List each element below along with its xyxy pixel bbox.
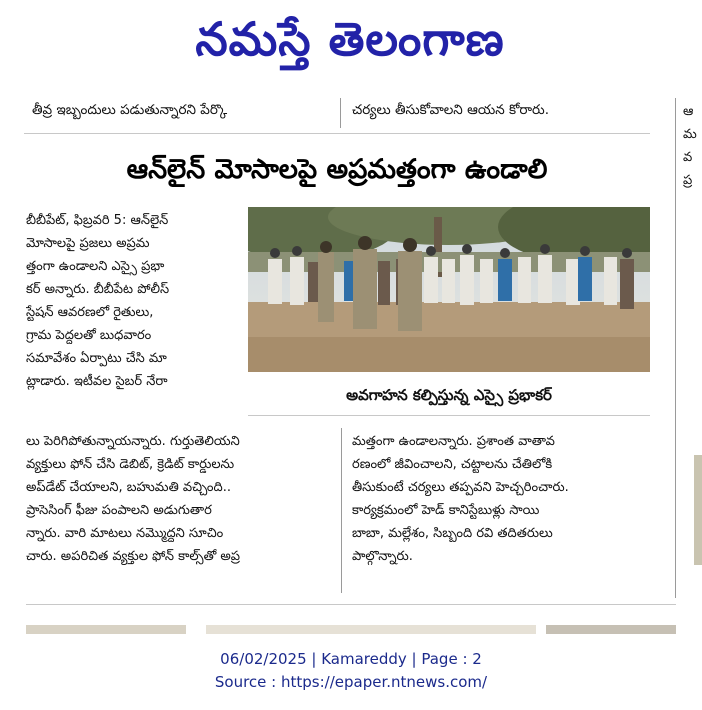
text-line: చారు. అపరిచిత వ్యక్తుల ఫోన్ కాల్స్‌తో అప్ర (26, 549, 241, 564)
text-line: వ్యక్తులు ఫోన్ చేసి డెబిట్, క్రెడిట్ కార్డులను (26, 457, 235, 472)
bottom-divider (26, 604, 676, 605)
text-line: తీసుకుంటే చర్యలు తప్పవని హెచ్చరించారు. (352, 480, 569, 495)
footer-source: Source : https://epaper.ntnews.com/ (214, 673, 488, 691)
text-line: సమావేశం ఏర్పాటు చేసి మా (26, 351, 167, 366)
column-divider (341, 428, 342, 593)
neighbor-photo-edge (694, 455, 702, 565)
article-column-1-top (26, 209, 240, 393)
text-line: వ (683, 150, 693, 165)
neighbor-article-snippet (683, 100, 702, 192)
text-line: బీబీపేట్, ఫిబ్రవరి 5: ఆన్‌లైన్ (26, 213, 169, 228)
text-line: ప్ర (683, 173, 693, 188)
text-line: త్తంగా ఉండాలని ఎస్సై ప్రభా (26, 259, 165, 274)
section-divider (24, 133, 650, 134)
article-headline: ఆన్‌లైన్ మోసాలపై అప్రమత్తంగా ఉండాలి (126, 154, 548, 185)
article-column-1-bottom (26, 430, 340, 568)
text-line: మ (683, 127, 697, 142)
text-line: మోసాలపై ప్రజలు అప్రమ (26, 236, 150, 251)
article-column-2 (352, 430, 652, 568)
text-line: లు పెరిగిపోతున్నాయన్నారు. గుర్తుతెలియని (26, 434, 240, 449)
news-photo (248, 207, 650, 372)
news-photo-illustration (248, 207, 650, 372)
text-line: ట్లాడారు. ఇటీవల సైబర్ నేరా (26, 374, 168, 389)
text-line: రణంలో జీవించాలని, చట్టాలను చేతిలోకి (352, 457, 553, 472)
text-line: అప్‌డేట్ చేయాలని, బహుమతి వచ్చింది.. (26, 480, 231, 495)
footer-date-edition: 06/02/2025 | Kamareddy | Page : 2 (220, 650, 482, 668)
column-divider (340, 98, 341, 128)
photo-caption: అవగాహన కల్పిస్తున్న ఎస్సై ప్రభాకర్ (346, 386, 552, 404)
text-line: కార్యక్రమంలో హెడ్ కానిస్టేబుళ్లు సాయి (352, 503, 540, 518)
previous-article-tail-left: తీవ్ర ఇబ్బందులు పడుతున్నారని పేర్కొ (32, 102, 228, 118)
text-line: పాల్గొన్నారు. (352, 549, 413, 564)
previous-article-tail-right: చర్యలు తీసుకోవాలని ఆయన కోరారు. (352, 102, 550, 118)
caption-divider (248, 415, 650, 416)
text-line: న్నారు. వారి మాటలు నమ్మొద్దని సూచిం (26, 526, 224, 541)
text-line: స్టేషన్ ఆవరణలో రైతులు, (26, 305, 154, 320)
text-line: ప్రాసెసింగ్ ఫీజు పంపాలని అడుగుతార (26, 503, 212, 518)
text-line: గ్రామ పెద్దలతో బుధవారం (26, 328, 152, 343)
masthead (0, 0, 702, 80)
text-line: మత్తంగా ఉండాలన్నారు. ప్రశాంత వాతావ (352, 434, 555, 449)
text-line: బాబా, మల్లేశం, సిబ్బంది రవి తదితరులు (352, 526, 553, 541)
next-article-edge (26, 622, 676, 634)
page-column-divider (675, 98, 676, 598)
newspaper-logo: నమస్తే తెలంగాణ (195, 12, 505, 66)
text-line: కర్ అన్నారు. బీబీపేట పోలీస్ (26, 282, 170, 297)
text-line: ఆ (683, 104, 694, 119)
